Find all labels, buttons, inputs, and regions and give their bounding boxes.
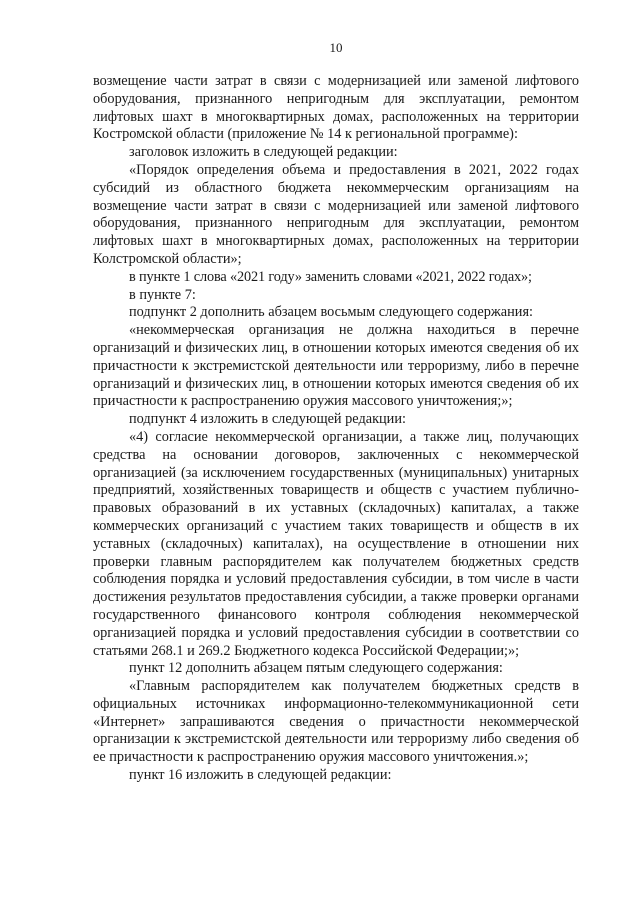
paragraph: заголовок изложить в следующей редакции: xyxy=(129,144,398,161)
paragraph: подпункт 4 изложить в следующей редакции: xyxy=(129,411,406,428)
document-body xyxy=(93,73,579,785)
paragraph: в пункте 1 слова «2021 году» заменить словами «2021, 2022 годах»; xyxy=(129,268,532,285)
paragraph: «Порядок определения объема и предоставления в 2021, 2022 годах субсидий из областного бюджета некоммерческим организациям на возмещение части затрат в связи с модернизацией или заменой лифтового оборудования, признанного непригодным для эксплуатации, ремонтом лифтовых шахт в многоквартирных домах, расположенных на территории Колстромской области»; xyxy=(93,161,579,267)
paragraph: «Главным распорядителем как получателем бюджетных средств в официальных источниках информационно-телекоммуникационной сети «Интернет» запрашиваются сведения о причастности некоммерческой организации к экстремистской деятельности или терроризму либо сведения об ее причастности к распространению оружия массового уничтожения.»; xyxy=(93,678,579,766)
page-number: 10 xyxy=(329,40,343,55)
paragraph: «4) согласие некоммерческой организации, а также лиц, получающих средства на основании договоров, заключенных с некоммерческой организацией (за исключением государственных (муниципальных) унитарных предприятий, хозяйственных товариществ и обществ с участием публично-правовых образований в их уставных (складочных) капиталах, а также коммерческих организаций с участием таких товариществ и обществ в их уставных (складочных) капиталах), на осуществление в отношении них проверки главным распорядителем как получателем бюджетных средств соблюдения порядка и условий предоставления субсидии, в том числе в части достижения результатов предоставления субсидии, а также проверки органами государственного финансового контроля соблюдения некоммерческой организацией порядка и условий предоставления субсидии в соответствии со статьями 268.1 и 269.2 Бюджетного кодекса Российской Федерации;»; xyxy=(93,428,579,659)
paragraph: подпункт 2 дополнить абзацем восьмым следующего содержания: xyxy=(129,304,534,321)
paragraph: возмещение части затрат в связи с модернизацией или заменой лифтового оборудования, признанного непригодным для эксплуатации, ремонтом лифтовых шахт в многоквартирных домах, расположенных на территории Костромской области (приложение № 14 к региональной программе): xyxy=(93,73,579,143)
paragraph: в пункте 7: xyxy=(129,286,196,303)
paragraph: пункт 12 дополнить абзацем пятым следующего содержания: xyxy=(129,660,503,677)
paragraph: пункт 16 изложить в следующей редакции: xyxy=(129,767,392,784)
paragraph: «некоммерческая организация не должна находиться в перечне организаций и физических лиц, в отношении которых имеются сведения об их причастности к экстремистской деятельности или терроризму, либо в перечне организаций и физических лиц, в отношении которых имеются сведения об их причастности к распространению оружия массового уничтожения;»; xyxy=(93,322,579,410)
